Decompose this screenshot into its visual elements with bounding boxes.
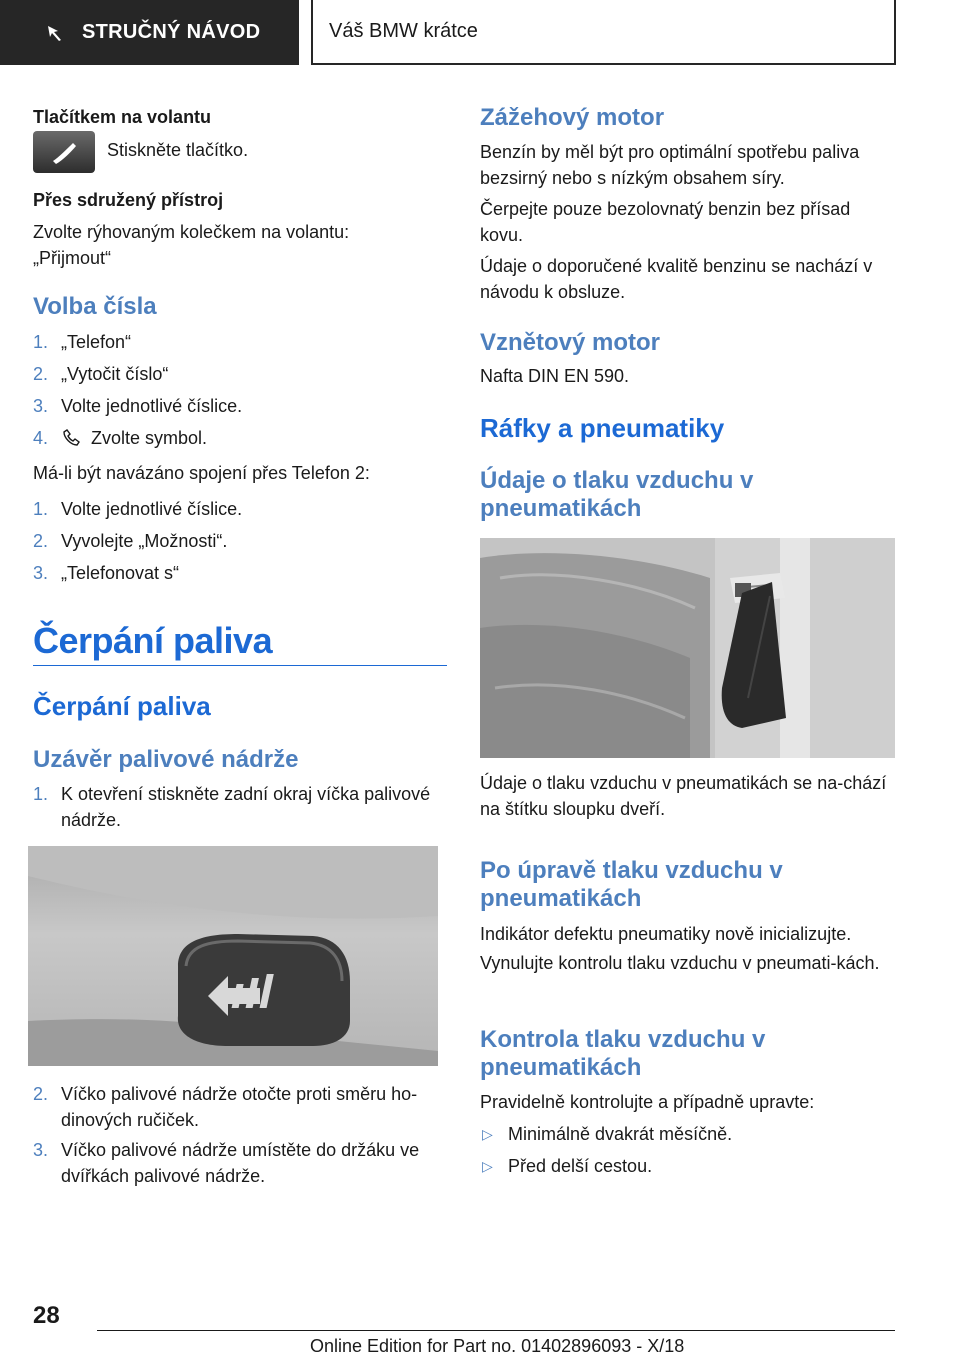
section-tab-label: STRUČNÝ NÁVOD <box>82 21 261 43</box>
cluster-heading: Přes sdružený přístroj <box>33 190 224 210</box>
list-item: 3. „Telefonovat s“ <box>33 563 180 583</box>
check-heading: Kontrola tlaku vzduchu v pneumatikách <box>480 1026 766 1081</box>
cluster-text-1: Zvolte rýhovaným kolečkem na volantu: <box>33 222 350 242</box>
petrol-paragraph-3: Údaje o doporučené kvalitě benzinu se nachází v návodu k obsluze. <box>480 256 873 302</box>
list-item: ▷ Minimálně dvakrát měsíčně. <box>480 1121 895 1147</box>
fuel-subsection-title: Čerpání paliva <box>33 691 211 721</box>
section-rule <box>33 665 447 666</box>
diesel-paragraph: Nafta DIN EN 590. <box>480 366 630 386</box>
list-item: 2. „Vytočit číslo“ <box>33 364 169 384</box>
edition-note: Online Edition for Part no. 01402896093 - X/18 <box>310 1336 685 1356</box>
list-item: 1. K otevření stiskněte zadní okraj víčka palivové nádrže. <box>33 784 431 830</box>
bullet-triangle-icon: ▷ <box>482 1126 493 1142</box>
section-tab[interactable] <box>0 0 299 65</box>
list-item: ▷ Před delší cestou. <box>480 1153 895 1179</box>
list-item: 3. Volte jednotlivé číslice. <box>33 396 243 416</box>
phone-button-image <box>33 131 95 173</box>
pressure-heading: Údaje o tlaku vzduchu v pneumatikách <box>480 467 754 522</box>
list-item: 2. Vyvolejte „Možnosti“. <box>33 531 228 551</box>
steering-text: Stiskněte tlačítko. <box>107 140 249 160</box>
wheels-title: Ráfky a pneumatiky <box>480 413 725 443</box>
diesel-heading: Vznětový motor <box>480 329 661 356</box>
list-item: 4. Zvolte symbol. <box>33 428 208 448</box>
petrol-paragraph-2: Čerpejte pouze bezolovnatý benzin bez přísad kovu. <box>480 199 851 245</box>
list-item: 3. Víčko palivové nádrže umístěte do držáku ve dvířkách palivové nádrže. <box>33 1140 420 1186</box>
chapter-title-box <box>311 0 896 65</box>
after-adjust-heading: Po úpravě tlaku vzduchu v pneumatikách <box>480 857 783 912</box>
after-paragraph-2: Vynulujte kontrolu tlaku vzduchu v pneumati-kách. <box>480 953 880 973</box>
dial-heading: Volba čísla <box>33 293 157 320</box>
pressure-paragraph: Údaje o tlaku vzduchu v pneumatikách se na-chází na štítku sloupku dveří. <box>480 773 887 819</box>
list-item: 1. „Telefon“ <box>33 332 132 352</box>
list-item: 2. Víčko palivové nádrže otočte proti směru ho-dinových ručiček. <box>33 1084 418 1130</box>
cap-heading: Uzávěr palivové nádrže <box>33 746 299 773</box>
after-paragraph-1: Indikátor defektu pneumatiky nově inicializujte. <box>480 924 852 944</box>
steering-heading: Tlačítkem na volantu <box>33 107 212 127</box>
bullet-triangle-icon: ▷ <box>482 1158 493 1174</box>
door-pillar-photo <box>480 538 895 758</box>
dial-symbol-icon <box>61 428 81 448</box>
fuel-cap-photo <box>28 846 438 1066</box>
fuel-section-title: Čerpání paliva <box>33 620 273 661</box>
phone2-text: Má-li být navázáno spojení přes Telefon 2: <box>33 463 370 483</box>
quick-guide-icon <box>44 22 66 44</box>
petrol-paragraph-1: Benzín by měl být pro optimální spotřebu paliva bezsirný nebo s nízkým obsahem síry. <box>480 142 860 188</box>
check-paragraph: Pravidelně kontrolujte a případně upravte: <box>480 1092 815 1112</box>
cluster-text-2: „Přijmout“ <box>33 248 112 268</box>
petrol-heading: Zážehový motor <box>480 104 665 131</box>
list-item: 1. Volte jednotlivé číslice. <box>33 499 243 519</box>
chapter-title: Váš BMW krátce <box>329 20 478 42</box>
footer-rule <box>97 1330 895 1331</box>
page-number: 28 <box>33 1302 60 1329</box>
phone-icon <box>49 139 79 165</box>
